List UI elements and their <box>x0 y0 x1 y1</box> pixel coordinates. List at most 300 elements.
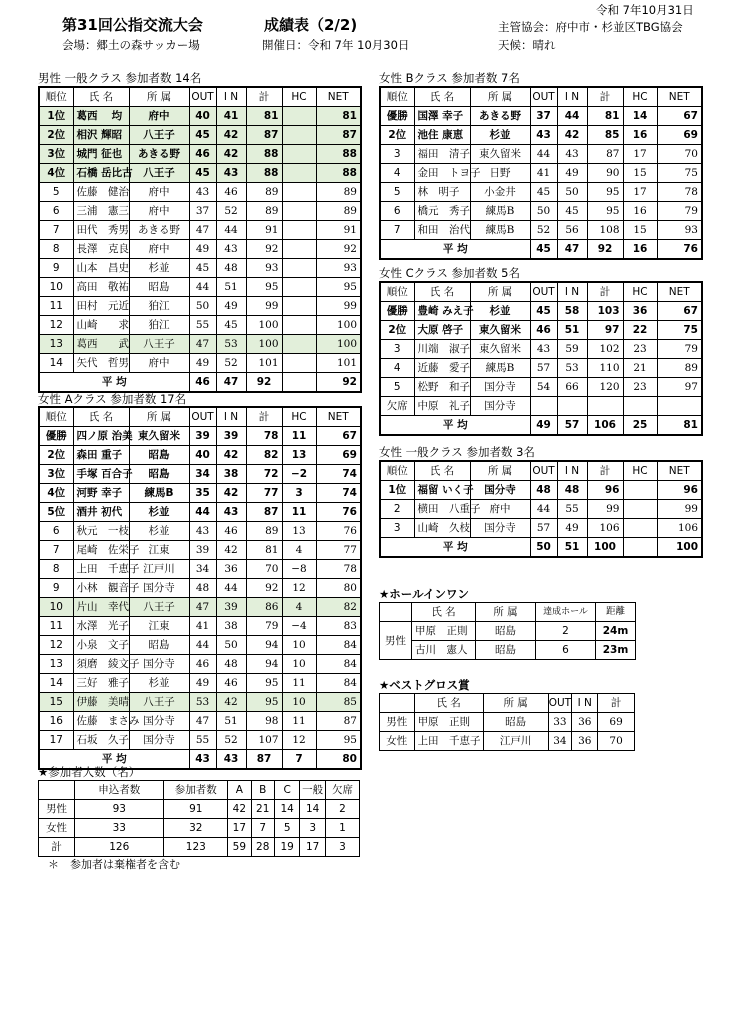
rank-cell: 14 <box>39 674 73 693</box>
total-score: 87 <box>246 126 282 145</box>
net-score: 69 <box>316 446 361 465</box>
in-score: 43 <box>216 240 246 259</box>
table-row <box>39 674 361 693</box>
handicap <box>282 164 316 183</box>
in-score: 50 <box>557 183 587 202</box>
out-score: 49 <box>189 674 216 693</box>
count-cell: 21 <box>251 800 274 819</box>
club-cell: 昭島 <box>129 465 189 484</box>
player-name: 葛西 均 <box>73 107 129 126</box>
club-cell: あきる野 <box>129 221 189 240</box>
average-label: 平 均 <box>380 416 530 436</box>
player-name: 甲原 正則 <box>414 713 483 732</box>
total-score: 101 <box>246 354 282 373</box>
net-score: 70 <box>657 145 702 164</box>
hole-number: 6 <box>536 641 596 660</box>
gender-cell: 男性 <box>380 622 412 660</box>
table-row <box>380 340 702 359</box>
club-cell: 狛江 <box>129 297 189 316</box>
row-label: 計 <box>39 838 75 857</box>
average-out: 46 <box>189 373 216 393</box>
net-score: 89 <box>657 359 702 378</box>
total-score: 89 <box>246 522 282 541</box>
average-total: 87 <box>246 750 282 770</box>
handicap <box>282 259 316 278</box>
club-cell: 国分寺 <box>129 712 189 731</box>
total-score: 81 <box>246 541 282 560</box>
in-score: 41 <box>216 107 246 126</box>
table-row <box>39 427 361 446</box>
handicap <box>623 519 657 538</box>
col-total-header: 計 <box>587 282 623 302</box>
rank-cell: 5位 <box>39 503 73 522</box>
club-cell: 昭島 <box>129 636 189 655</box>
net-score: 99 <box>316 297 361 316</box>
net-score: 77 <box>316 541 361 560</box>
total-score: 103 <box>587 302 623 321</box>
total-score: 94 <box>246 655 282 674</box>
table-row <box>39 541 361 560</box>
out-score: 37 <box>530 107 557 126</box>
handicap: 11 <box>282 427 316 446</box>
out-score: 49 <box>189 354 216 373</box>
out-score: 54 <box>530 378 557 397</box>
out-score: 34 <box>189 465 216 484</box>
in-score: 42 <box>216 541 246 560</box>
player-name: 矢代 哲男 <box>73 354 129 373</box>
club-cell: 国分寺 <box>129 655 189 674</box>
in-score: 53 <box>557 359 587 378</box>
col-out-header: OUT <box>530 461 557 481</box>
handicap: 11 <box>282 674 316 693</box>
count-cell: 17 <box>228 819 251 838</box>
player-name: 葛西 武 <box>73 335 129 354</box>
in-score: 45 <box>557 202 587 221</box>
rank-cell: 優勝 <box>39 427 73 446</box>
count-cell: 3 <box>300 819 326 838</box>
col-club-header: 所 属 <box>470 282 530 302</box>
out-score: 41 <box>189 617 216 636</box>
count-cell: 17 <box>300 838 326 857</box>
in-score: 58 <box>557 302 587 321</box>
in-score: 36 <box>216 560 246 579</box>
handicap: 16 <box>623 126 657 145</box>
in-score: 53 <box>216 335 246 354</box>
total-score: 102 <box>587 340 623 359</box>
in-score: 51 <box>557 321 587 340</box>
col-net-header: NET <box>657 87 702 107</box>
in-score: 42 <box>216 145 246 164</box>
table-row <box>39 484 361 503</box>
handicap: 15 <box>623 221 657 240</box>
in-score: 42 <box>216 126 246 145</box>
count-cell: 32 <box>164 819 228 838</box>
table-row <box>39 503 361 522</box>
club-cell: 杉並 <box>129 503 189 522</box>
club-cell: 江戸川 <box>129 560 189 579</box>
player-name: 高田 敬祐 <box>73 278 129 297</box>
player-name: 尾崎 佐栄子 <box>73 541 129 560</box>
in-score: 44 <box>557 107 587 126</box>
handicap: 11 <box>282 503 316 522</box>
count-cell: 59 <box>228 838 251 857</box>
club-cell: 小金井 <box>470 183 530 202</box>
average-row <box>380 416 702 436</box>
table-row <box>380 221 702 240</box>
net-score: 84 <box>316 655 361 674</box>
average-label: 平 均 <box>380 240 530 260</box>
col-out-header: OUT <box>548 694 572 713</box>
count-cell: 5 <box>274 819 300 838</box>
total-score: 92 <box>246 240 282 259</box>
player-name: 手塚 百合子 <box>73 465 129 484</box>
player-name: 小泉 文子 <box>73 636 129 655</box>
header-row <box>380 461 702 481</box>
table-row <box>39 183 361 202</box>
out-score: 43 <box>530 340 557 359</box>
net-score: 95 <box>316 731 361 750</box>
in-score: 50 <box>216 636 246 655</box>
in-score: 42 <box>557 126 587 145</box>
net-score: 74 <box>316 465 361 484</box>
player-name: 上田 千恵子 <box>73 560 129 579</box>
average-row <box>39 373 361 393</box>
rank-cell: 10 <box>39 598 73 617</box>
in-score: 52 <box>216 731 246 750</box>
club-cell: 杉並 <box>129 674 189 693</box>
header-row <box>380 694 635 713</box>
rank-cell: 6 <box>380 202 414 221</box>
club-cell: 府中 <box>129 202 189 221</box>
player-name: 豊崎 みえ子 <box>414 302 470 321</box>
rank-cell: 9 <box>39 259 73 278</box>
in-score: 42 <box>216 484 246 503</box>
player-name: 川端 淑子 <box>414 340 470 359</box>
col-rank-header: 順位 <box>380 461 414 481</box>
out-score: 45 <box>530 183 557 202</box>
table-row <box>380 145 702 164</box>
hole-number: 2 <box>536 622 596 641</box>
table-row <box>39 712 361 731</box>
col-net-header: NET <box>657 461 702 481</box>
total-score: 78 <box>246 427 282 446</box>
net-score: 74 <box>316 484 361 503</box>
club-cell: 府中 <box>129 183 189 202</box>
player-name: 石橋 岳比古 <box>73 164 129 183</box>
table-row <box>39 560 361 579</box>
handicap <box>282 126 316 145</box>
in-score: 46 <box>216 522 246 541</box>
rank-cell: 7 <box>39 221 73 240</box>
women-general-table <box>379 460 703 558</box>
handicap: 23 <box>623 378 657 397</box>
net-score: 101 <box>316 354 361 373</box>
total-score: 85 <box>587 126 623 145</box>
handicap <box>282 145 316 164</box>
out-score: 39 <box>189 541 216 560</box>
player-name: 城門 征也 <box>73 145 129 164</box>
total-score: 87 <box>246 503 282 522</box>
count-cell: 19 <box>274 838 300 857</box>
in-score: 51 <box>216 278 246 297</box>
average-out: 50 <box>530 538 557 558</box>
average-in: 43 <box>216 750 246 770</box>
rank-cell: 4位 <box>39 484 73 503</box>
count-cell: 2 <box>325 800 359 819</box>
total-score: 110 <box>587 359 623 378</box>
col-in-header: I N <box>557 87 587 107</box>
men-general-table <box>38 86 362 393</box>
average-out: 43 <box>189 750 216 770</box>
club-cell: 国分寺 <box>470 519 530 538</box>
club-cell: 国分寺 <box>470 481 530 500</box>
count-cell: 126 <box>75 838 164 857</box>
distance-cell: 24m <box>596 622 636 641</box>
men-general-title: 男性 一般クラス 参加者数 14名 <box>38 71 202 85</box>
total-score: 81 <box>246 107 282 126</box>
rank-cell: 5 <box>380 378 414 397</box>
club-cell: 昭島 <box>476 622 536 641</box>
header-row <box>39 407 361 427</box>
average-in: 57 <box>557 416 587 436</box>
net-score: 76 <box>316 522 361 541</box>
out-score: 39 <box>189 427 216 446</box>
total-score: 88 <box>246 164 282 183</box>
handicap: −8 <box>282 560 316 579</box>
out-score <box>530 397 557 416</box>
out-score: 41 <box>530 164 557 183</box>
club-cell: 八王子 <box>129 693 189 712</box>
col-net-header: NET <box>657 282 702 302</box>
total-score: 95 <box>246 693 282 712</box>
out-score: 47 <box>189 335 216 354</box>
club-cell: 練馬B <box>470 221 530 240</box>
club-cell: 府中 <box>129 107 189 126</box>
out-score: 43 <box>189 183 216 202</box>
club-cell: 杉並 <box>470 302 530 321</box>
player-name: 秋元 一枝 <box>73 522 129 541</box>
total-score: 89 <box>246 202 282 221</box>
out-score: 40 <box>189 107 216 126</box>
player-name: 山崎 求 <box>73 316 129 335</box>
col-total-header: 計 <box>587 87 623 107</box>
total-score: 77 <box>246 484 282 503</box>
col-out-header: OUT <box>530 282 557 302</box>
average-hc: 16 <box>623 240 657 260</box>
total-score: 81 <box>587 107 623 126</box>
total-score: 72 <box>246 465 282 484</box>
out-score: 45 <box>189 126 216 145</box>
in-score: 51 <box>216 712 246 731</box>
player-name: 近藤 愛子 <box>414 359 470 378</box>
count-cell: 3 <box>325 838 359 857</box>
handicap: 14 <box>623 107 657 126</box>
col-name-header: 氏 名 <box>412 603 476 622</box>
organizer: 主管協会：府中市・杉並区TBG協会 <box>498 20 683 34</box>
page-title: 第31回公指交流大会 <box>62 16 203 34</box>
club-cell: 国分寺 <box>129 731 189 750</box>
in-score: 52 <box>216 354 246 373</box>
handicap <box>282 202 316 221</box>
header-row <box>380 282 702 302</box>
col-rank-header: 順位 <box>39 87 73 107</box>
net-score: 78 <box>657 183 702 202</box>
net-score: 83 <box>316 617 361 636</box>
net-score: 92 <box>316 240 361 259</box>
club-cell: 江東 <box>129 617 189 636</box>
player-name: 酒井 初代 <box>73 503 129 522</box>
col-total-header: 計 <box>246 87 282 107</box>
player-name: 伊藤 美晴 <box>73 693 129 712</box>
player-name: 田村 元近 <box>73 297 129 316</box>
player-name: 森田 重子 <box>73 446 129 465</box>
club-cell: 国分寺 <box>129 579 189 598</box>
player-name: 池住 康恵 <box>414 126 470 145</box>
out-score: 47 <box>189 598 216 617</box>
col-out-header: OUT <box>189 87 216 107</box>
total-score: 95 <box>246 278 282 297</box>
out-score: 46 <box>189 655 216 674</box>
rank-cell: 13 <box>39 655 73 674</box>
club-cell: 昭島 <box>129 446 189 465</box>
in-score: 39 <box>216 427 246 446</box>
average-row <box>39 750 361 770</box>
col-total-header: 計 <box>246 407 282 427</box>
out-score: 44 <box>530 145 557 164</box>
women-a-title: 女性 Aクラス 参加者数 17名 <box>38 392 187 406</box>
player-name: 須磨 綾文子 <box>73 655 129 674</box>
average-hc: 7 <box>282 750 316 770</box>
in-score: 43 <box>216 164 246 183</box>
in-score: 36 <box>572 713 598 732</box>
net-score: 88 <box>316 164 361 183</box>
col-hc-header: HC <box>623 461 657 481</box>
participants-table <box>38 780 360 857</box>
venue: 会場：郷土の森サッカー場 <box>62 38 200 52</box>
total-score: 82 <box>246 446 282 465</box>
rank-cell: 9 <box>39 579 73 598</box>
women-c-title: 女性 Cクラス 参加者数 5名 <box>379 266 520 280</box>
club-cell: 東久留米 <box>129 427 189 446</box>
net-score: 69 <box>657 126 702 145</box>
col-name-header: 氏 名 <box>73 407 129 427</box>
player-name: 山崎 久枝 <box>414 519 470 538</box>
handicap: 22 <box>623 321 657 340</box>
player-name: 福留 いく子 <box>414 481 470 500</box>
out-score: 44 <box>530 500 557 519</box>
table-row <box>380 183 702 202</box>
player-name: 河野 幸子 <box>73 484 129 503</box>
hole-in-one-table <box>379 602 636 660</box>
in-score: 42 <box>216 446 246 465</box>
in-score: 66 <box>557 378 587 397</box>
table-row <box>39 164 361 183</box>
col-out-header: OUT <box>189 407 216 427</box>
rank-cell: 欠席 <box>380 397 414 416</box>
handicap: 17 <box>623 145 657 164</box>
in-score: 38 <box>216 465 246 484</box>
net-score: 99 <box>657 500 702 519</box>
col-name-header: 氏 名 <box>414 461 470 481</box>
rank-cell: 12 <box>39 316 73 335</box>
table-row <box>39 126 361 145</box>
gender-cell: 女性 <box>380 732 415 751</box>
out-score: 55 <box>189 731 216 750</box>
participants-header-5: C <box>274 781 300 800</box>
count-cell: 1 <box>325 819 359 838</box>
rank-cell: 2位 <box>380 321 414 340</box>
player-name: 松野 和子 <box>414 378 470 397</box>
in-score <box>557 397 587 416</box>
net-score: 78 <box>316 560 361 579</box>
club-cell: 杉並 <box>129 259 189 278</box>
club-cell: 国分寺 <box>470 378 530 397</box>
club-cell: 日野 <box>470 164 530 183</box>
rank-cell: 8 <box>39 240 73 259</box>
total-score <box>587 397 623 416</box>
club-cell: 府中 <box>129 240 189 259</box>
table-row <box>39 838 360 857</box>
net-score: 67 <box>657 302 702 321</box>
total-score: 99 <box>246 297 282 316</box>
handicap: −4 <box>282 617 316 636</box>
rank-cell: 4 <box>380 164 414 183</box>
table-row <box>380 397 702 416</box>
in-score: 43 <box>557 145 587 164</box>
table-row <box>39 446 361 465</box>
handicap <box>282 240 316 259</box>
club-cell: 江東 <box>129 541 189 560</box>
handicap: 11 <box>282 712 316 731</box>
col-total-header: 計 <box>598 694 635 713</box>
net-score: 89 <box>316 202 361 221</box>
club-cell: 府中 <box>129 354 189 373</box>
total-score: 95 <box>246 674 282 693</box>
out-score: 48 <box>189 579 216 598</box>
table-row <box>39 278 361 297</box>
average-label: 平 均 <box>39 373 189 393</box>
table-row <box>380 378 702 397</box>
net-score: 91 <box>316 221 361 240</box>
net-score: 75 <box>657 321 702 340</box>
rank-cell: 3 <box>380 145 414 164</box>
handicap: 36 <box>623 302 657 321</box>
net-score: 93 <box>657 221 702 240</box>
net-score: 81 <box>316 107 361 126</box>
blank-header <box>380 694 415 713</box>
col-in-header: I N <box>572 694 598 713</box>
total-score: 97 <box>587 321 623 340</box>
table-row <box>39 598 361 617</box>
table-row <box>39 221 361 240</box>
average-label: 平 均 <box>39 750 189 770</box>
in-score: 48 <box>557 481 587 500</box>
document-date: 令和 7年10月31日 <box>596 3 694 17</box>
player-name: 甲原 正則 <box>412 622 476 641</box>
out-score: 34 <box>189 560 216 579</box>
player-name: 林 明子 <box>414 183 470 202</box>
club-cell: 八王子 <box>129 335 189 354</box>
table-row <box>39 259 361 278</box>
out-score: 43 <box>189 522 216 541</box>
net-score: 95 <box>316 278 361 297</box>
col-club-header: 所 属 <box>476 603 536 622</box>
table-row <box>380 202 702 221</box>
out-score: 45 <box>530 302 557 321</box>
player-name: 三好 雅子 <box>73 674 129 693</box>
total-score: 70 <box>598 732 635 751</box>
out-score: 50 <box>530 202 557 221</box>
